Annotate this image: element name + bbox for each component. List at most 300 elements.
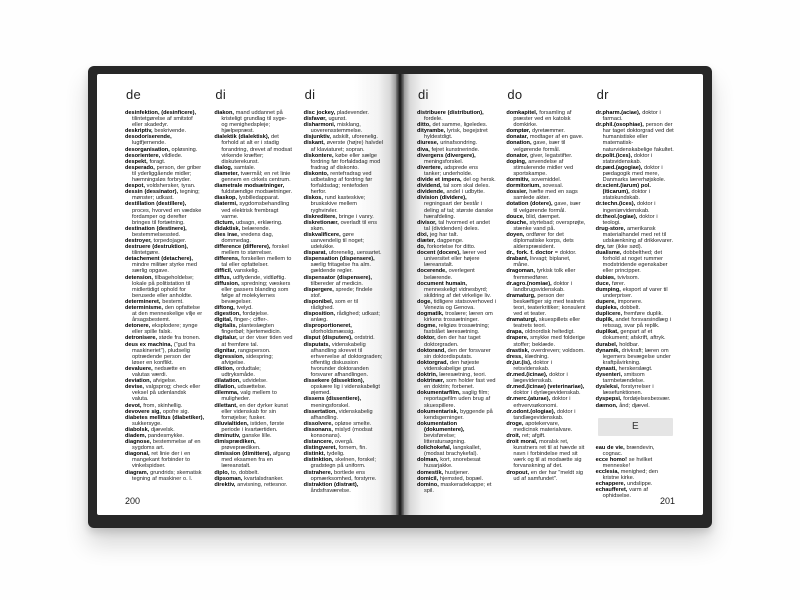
- entry-definition: planteslægten fingerbøl; hjertemedicin.: [221, 323, 282, 336]
- dictionary-entry: [596, 122, 675, 152]
- entry-headword: devot,: [125, 402, 142, 409]
- dictionary-entry: [596, 165, 675, 183]
- entry-headword: disjunktiv,: [303, 134, 331, 141]
- entry-headword: dr.agro.(nomiae),: [506, 280, 552, 287]
- column-section-header: do: [507, 87, 523, 102]
- entry-definition: mindre militær styrke med særlig opgave.: [132, 262, 197, 275]
- entry-headword: diva,: [417, 146, 430, 153]
- entry-definition: smykke med folderige stoffer; beklæde.: [513, 335, 585, 348]
- dictionary-entry: [506, 268, 585, 280]
- dictionary-entry: [214, 403, 293, 421]
- entry-headword: distribuere (distribution),: [417, 110, 484, 116]
- dictionary-entry: [506, 220, 585, 232]
- dictionary-entry: [125, 451, 204, 469]
- entry-definition: fornem, fin.: [338, 445, 367, 452]
- dictionary-entry: [596, 226, 675, 244]
- dictionary-entry: [125, 366, 204, 378]
- entry-definition: herskerslægt.: [618, 365, 653, 372]
- entry-definition: udvidelse.: [242, 378, 268, 385]
- entry-headword: dropout,: [506, 469, 530, 476]
- column-section-header: de: [126, 87, 142, 102]
- entry-definition: foragt.: [149, 158, 166, 165]
- entry-headword: destillation (destillere),: [125, 201, 187, 208]
- entry-headword: donator,: [506, 152, 529, 159]
- dictionary-entry: [596, 250, 675, 274]
- entry-definition: lyrisk, begejstret hyldestdigt.: [424, 128, 488, 141]
- entry-definition: vredens dag, dommedag.: [221, 231, 274, 244]
- dictionary-entry: [417, 299, 496, 311]
- entry-headword: digestion,: [214, 311, 241, 318]
- dictionary-entry: [214, 439, 293, 451]
- entry-headword: dixi,: [417, 231, 429, 238]
- entry-headword: disparat,: [303, 250, 327, 257]
- entry-headword: diadem,: [125, 432, 147, 439]
- entry-headword: diskant,: [303, 140, 325, 147]
- dictionary-entry: [506, 232, 585, 250]
- dictionary-entry: [417, 421, 496, 445]
- dictionary-entry: [506, 421, 585, 433]
- dictionary-book: [88, 66, 712, 528]
- dictionary-column: [506, 87, 586, 482]
- entry-headword: divergens (divergere),: [417, 152, 476, 159]
- entry-headword: dipsoman,: [214, 475, 243, 482]
- dictionary-entry: [417, 110, 496, 122]
- dictionary-entry: [596, 287, 675, 299]
- entry-definition: styrtebad; oversprøjte, stænke vand på.: [513, 219, 586, 232]
- entry-definition: person der beskæftiger sig med teatrets teori, teaterkritiker; konsulent ved et teater.: [513, 292, 586, 318]
- entry-definition: fejret kunstnerinde.: [431, 146, 480, 153]
- dictionary-entry: [506, 384, 585, 396]
- entry-definition: byggende på kendsgerninger.: [424, 408, 493, 421]
- dictionary-entry: [596, 153, 675, 165]
- dictionary-entry: [304, 470, 383, 482]
- entry-headword: dispensation (dispensere),: [303, 256, 375, 263]
- entry-definition: voldshersker, tyran.: [146, 183, 196, 190]
- dictionary-column: [417, 87, 496, 494]
- entry-definition: skelnen, forskel; gradstegn på uniform.: [310, 457, 376, 470]
- entry-definition: belærende.: [241, 225, 271, 232]
- entry-definition: nedsætte en valutas værdi.: [132, 365, 186, 379]
- entry-definition: livvagt; biplanet, måne.: [513, 256, 571, 269]
- entry-definition: holdbar.: [619, 341, 640, 348]
- entry-definition: sygdomsbehandling ved elektrisk frembragt varme.: [221, 201, 290, 220]
- entry-definition: valg mellem to muligheder.: [221, 390, 277, 403]
- entry-headword: destroyer,: [125, 237, 152, 244]
- entry-headword: diameter,: [214, 170, 239, 177]
- entry-headword: douche,: [506, 219, 528, 226]
- dictionary-entry: [506, 189, 585, 201]
- dictionary-entry: [125, 275, 204, 299]
- entry-headword: digitalur,: [214, 335, 238, 342]
- entry-definition: oldnordisk heltedigt.: [524, 329, 575, 336]
- entry-headword: drapa,: [506, 329, 524, 336]
- entry-headword: disposition,: [303, 311, 336, 318]
- entry-headword: douce,: [506, 213, 525, 220]
- entry-definition: dobbelthed; det forhold at noget rummer modstridende egenskaber eller principper.: [602, 250, 668, 275]
- entry-headword: distinkt,: [303, 451, 326, 458]
- entry-definition: hæfte med en sags samlede akter.: [513, 189, 578, 202]
- entry-definition: vildlede.: [161, 152, 183, 159]
- entry-headword: distraktion (distræt),: [303, 481, 359, 488]
- entry-definition: modtager af en gave.: [529, 134, 584, 141]
- entry-headword: drastisk,: [506, 347, 530, 354]
- entry-definition: meningsforskel.: [424, 158, 464, 165]
- dictionary-entry: [214, 232, 293, 244]
- page-number-right: 201: [659, 496, 675, 506]
- entry-headword: difficil,: [214, 268, 233, 275]
- entry-headword: differens,: [214, 256, 240, 263]
- entry-headword: diabetes mellitus (diabetiker),: [125, 414, 205, 421]
- entry-definition: tvivlsom.: [617, 274, 640, 281]
- entry-headword: detension,: [125, 274, 153, 281]
- entry-definition: ånd; djævel.: [619, 402, 650, 409]
- dictionary-entry: [417, 457, 496, 469]
- entry-definition: det samme, ligeledes.: [432, 122, 488, 129]
- entry-definition: finger-; ciffer-.: [234, 317, 269, 324]
- entry-headword: dissens (dissentiere),: [303, 396, 362, 403]
- dictionary-entry: [417, 311, 496, 323]
- entry-headword: domptør,: [506, 128, 531, 135]
- dictionary-entry: [214, 171, 293, 183]
- entry-headword: duce,: [595, 280, 611, 287]
- entry-definition: tilbageholdelse; lokale på politistation til midlertidigt ophold for berusede eller anholdte.: [132, 274, 194, 299]
- entry-headword: dynamik,: [595, 347, 620, 354]
- entry-definition: grundrids; skematisk tegning af maskiner o. l.: [132, 469, 202, 482]
- entry-headword: dokumentarisk,: [417, 408, 459, 415]
- entry-headword: diskonto,: [303, 170, 329, 177]
- entry-definition: to, dobbelt.: [231, 469, 259, 476]
- entry-headword: dolman,: [417, 457, 439, 464]
- entry-headword: disharmoni,: [303, 122, 336, 129]
- entry-headword: dragoman,: [506, 268, 535, 275]
- entry-definition: person der har taget doktorgrad ved det humanistiske eller matematisk-naturvidenskabelige fakultet.: [602, 122, 674, 153]
- entry-headword: dossier,: [506, 189, 528, 196]
- entry-definition: = doktor.: [554, 250, 577, 257]
- entry-definition: fremføre duplik.: [623, 311, 663, 318]
- entry-definition: fører.: [612, 280, 626, 287]
- entry-headword: dogme,: [417, 323, 437, 330]
- entry-headword: dramaturg,: [506, 292, 536, 299]
- entry-definition: rund kasteskive; bruskskive mellem ryghvirvler.: [310, 195, 366, 214]
- dictionary-entry: [304, 323, 383, 335]
- entry-definition: doktor i tandlægevidenskab.: [513, 408, 576, 421]
- dictionary-entry: [214, 354, 293, 366]
- entry-definition: bestemt.: [162, 298, 184, 305]
- entry-definition: gave, især til velgørende formål.: [513, 201, 581, 214]
- entry-headword: dæmon,: [595, 402, 618, 409]
- entry-definition: menighed; den kristne kirke.: [602, 468, 658, 482]
- entry-headword: doyen,: [506, 231, 525, 238]
- entry-headword: determineret,: [125, 298, 161, 305]
- dictionary-entry: [304, 256, 383, 274]
- entry-definition: mislyd (modsat konsonans).: [310, 426, 373, 439]
- entry-definition: valgsprog; check eller veksel på udenlandsk valuta.: [132, 384, 201, 403]
- entry-definition: det forhold at alt er i stadig forandring, drevet af modsat virkende kræfter; diskuterekunst.: [221, 134, 292, 165]
- dictionary-entry: [125, 470, 204, 482]
- entry-definition: imponere.: [617, 298, 643, 305]
- dictionary-entry: [125, 415, 204, 427]
- entry-definition: anvisning, rettesnor.: [237, 481, 288, 488]
- entry-headword: diftong,: [214, 305, 235, 311]
- entry-headword: duplik,: [595, 317, 614, 324]
- entry-definition: langskallet, (modsat brachykefal).: [424, 445, 481, 458]
- entry-definition: urinafsondring.: [440, 140, 478, 147]
- dictionary-entry: [506, 140, 585, 152]
- entry-definition: andel i udbytte.: [446, 189, 485, 196]
- entry-headword: dissonans,: [303, 426, 333, 433]
- entry-definition: en der har "meldt sig ud af samfundet".: [513, 469, 584, 482]
- entry-headword: ditto,: [417, 122, 431, 129]
- entry-headword: dr.techn.(ices),: [595, 201, 636, 208]
- entry-headword: distrahere,: [303, 469, 333, 476]
- entry-headword: dilettant,: [214, 402, 238, 409]
- entry-definition: ur der viser tiden ved at fremføre tal.: [221, 335, 293, 348]
- dictionary-entry: [417, 348, 496, 360]
- entry-headword: dr.scient.(iarum) pol.(iticarum),: [595, 183, 651, 196]
- entry-headword: domicil,: [417, 475, 439, 482]
- entry-definition: anvendelse af stimulerende midler ved sportskampe.: [513, 158, 574, 177]
- entry-definition: overladt til ens skøn.: [310, 219, 378, 232]
- dictionary-entry: [304, 171, 383, 195]
- dictionary-entry: [596, 445, 675, 457]
- entry-definition: doktor i ingeniørvidenskab.: [602, 201, 656, 214]
- entry-headword: diskreditere,: [303, 213, 337, 220]
- entry-headword: dialog,: [214, 164, 233, 171]
- entry-headword: devaluere,: [125, 365, 153, 372]
- entry-headword: dignitar,: [214, 347, 237, 354]
- dictionary-entry: [596, 214, 675, 226]
- entry-definition: doktor i statsvidenskab.: [602, 152, 653, 165]
- dictionary-entry: [125, 439, 204, 451]
- entry-definition: dagpenge.: [437, 237, 464, 244]
- entry-definition: forskellen mellem to tal eller opfattelser.: [221, 256, 292, 269]
- entry-definition: ugunst.: [328, 116, 347, 123]
- entry-headword: disputats,: [303, 341, 331, 348]
- dictionary-entry: [125, 201, 204, 225]
- dictionary-entry: [125, 244, 204, 256]
- entry-headword: difference (differere),: [214, 244, 271, 251]
- entry-headword: duplikat,: [595, 329, 619, 336]
- entry-headword: doktrinær,: [417, 378, 445, 385]
- dictionary-entry: [125, 226, 204, 238]
- entry-definition: udflydende, vidtløftig.: [232, 274, 286, 281]
- entry-headword: diktion,: [214, 365, 235, 372]
- entry-definition: genpart af et dokument; afskrift, aftryk.: [602, 329, 666, 342]
- entry-definition: særlig fritagelse fra alm. gældende regler.: [310, 262, 371, 275]
- dictionary-entry: [596, 348, 675, 366]
- entry-headword: diffus,: [214, 274, 232, 281]
- entry-headword: dormitorium,: [506, 183, 541, 190]
- entry-headword: do,: [417, 244, 426, 251]
- entry-headword: dolichokefal,: [417, 445, 452, 452]
- entry-headword: didaktisk,: [214, 225, 241, 232]
- dictionary-entry: [596, 469, 675, 481]
- dictionary-entry: [417, 323, 496, 335]
- entry-definition: doktor i landbrugsvidenskab.: [513, 280, 573, 293]
- entry-definition: mand uddannet på kristeligt grundlag til syge- og menighedspleje; hjælpepræst.: [221, 110, 287, 135]
- dictionary-entry: [304, 220, 383, 232]
- entry-headword: desorientere,: [125, 152, 161, 159]
- dictionary-entry: [214, 256, 293, 268]
- entry-headword: determinisme,: [125, 305, 163, 311]
- entry-headword: deviation,: [125, 378, 152, 385]
- entry-definition: saglig film; reportagefilm uden brug af skuespillere.: [424, 390, 491, 409]
- entry-headword: doktorand,: [417, 347, 446, 354]
- entry-headword: detonere,: [125, 323, 151, 330]
- dictionary-entry: [214, 183, 293, 195]
- entry-definition: gave, især til velgørende formål.: [513, 140, 566, 153]
- entry-definition: adskilt, uforenelig.: [332, 134, 378, 141]
- entry-headword: eau de vie,: [595, 444, 625, 451]
- dictionary-entry: [304, 342, 383, 379]
- entry-headword: dupere,: [595, 298, 616, 305]
- page-number-left: 200: [125, 496, 141, 506]
- entry-headword: dress,: [506, 353, 523, 360]
- entry-definition: klædning.: [524, 353, 549, 360]
- right-page: [404, 74, 703, 515]
- entry-definition: overdreven; voldsom.: [531, 347, 585, 354]
- entry-headword: diagonal,: [125, 451, 150, 458]
- entry-headword: dr., fork. f. doctor: [506, 250, 553, 257]
- entry-headword: dysleksi,: [595, 384, 620, 391]
- dictionary-entry: [214, 244, 293, 256]
- entry-headword: dr.theol.(ogiae),: [595, 213, 638, 220]
- entry-headword: dr.phil.(osophiae),: [595, 122, 644, 129]
- entry-definition: rentefradrag ved udbetaling af fordring før forfaldsdag; rentefoden herfor.: [310, 170, 373, 196]
- entry-definition: giver, legatstifter.: [530, 152, 573, 159]
- entry-definition: udsættelse.: [237, 384, 267, 391]
- entry-headword: dictum,: [214, 219, 235, 226]
- entry-headword: disproportioneret,: [303, 323, 352, 330]
- entry-headword: dispensator (dispensere),: [303, 274, 372, 281]
- dictionary-entry: [596, 183, 675, 201]
- entry-headword: dispergere,: [303, 286, 334, 293]
- entry-headword: diskontere,: [303, 152, 334, 159]
- entry-definition: sprede; findele stof.: [310, 286, 373, 299]
- dictionary-entry: [596, 457, 675, 469]
- entry-definition: sovemiddel.: [531, 177, 562, 184]
- entry-definition: sovesal.: [542, 183, 564, 190]
- dictionary-entry: [506, 159, 585, 177]
- entry-headword: docerende,: [417, 268, 447, 275]
- entry-definition: doktor i teologi.: [602, 213, 658, 226]
- column-section-header: dr: [596, 87, 609, 102]
- entry-definition: ret linie der i en mangekant forbinder to vinkelspidser.: [132, 451, 191, 470]
- entry-definition: sukkersyge.: [132, 420, 162, 427]
- entry-headword: diametrale modsætninger,: [214, 183, 285, 190]
- entry-headword: dr.pharm.(aciae),: [595, 110, 641, 116]
- book-spine: [396, 74, 404, 515]
- entry-definition: fordele.: [424, 116, 443, 123]
- entry-headword: dr.med.(icinae),: [506, 372, 548, 379]
- entry-definition: proces, hvorved en vædske fordamper og derefter bringes til fortætning.: [132, 207, 202, 226]
- entry-definition: lysbilledapparat.: [238, 195, 280, 202]
- dictionary-entry: [125, 323, 204, 335]
- dictionary-entry: [596, 329, 675, 341]
- dictionary-entry: [596, 403, 675, 409]
- entry-definition: gøre uanvendelig til noget; udelukke.: [310, 231, 364, 251]
- entry-headword: drug-store,: [595, 225, 626, 232]
- entry-definition: forkortelse for ditto.: [427, 244, 476, 251]
- entry-definition: eksplodere; synge eller spille falsk.: [132, 323, 198, 336]
- entry-headword: direktiv,: [214, 481, 236, 488]
- dictionary-entry: [214, 482, 293, 488]
- entry-definition: drivkraft; læren om legemers bevægelse under kraftpåvirkning.: [602, 347, 671, 366]
- entry-headword: dityrambe,: [417, 128, 446, 135]
- dictionary-entry: [214, 201, 293, 219]
- entry-headword: dry,: [595, 244, 606, 251]
- entry-definition: meningsforskel.: [310, 402, 350, 409]
- dictionary-entry: [214, 366, 293, 378]
- dictionary-entry: [417, 445, 496, 457]
- dictionary-entry: [304, 122, 383, 134]
- dictionary-entry: [304, 378, 383, 396]
- entry-definition: prøveprædiken.: [221, 445, 261, 452]
- entry-definition: doktor i retsvidenskab.: [513, 359, 552, 372]
- entry-headword: dessin (dessinator),: [125, 189, 179, 196]
- entry-definition: doktor i erhvervsøkonomi.: [513, 396, 571, 409]
- right-page-columns: [404, 74, 703, 515]
- entry-headword: diabolsk,: [125, 426, 150, 433]
- entry-definition: videnskabelig afhandling.: [310, 408, 373, 421]
- entry-definition: tal hvormed et andet tal (dividenden) deles.: [424, 219, 490, 232]
- entry-definition: ganske lille.: [242, 432, 272, 439]
- entry-definition: læresætning, teori.: [439, 372, 487, 379]
- entry-headword: dotation (dotere),: [506, 201, 553, 208]
- entry-definition: tilintetgøre.: [132, 250, 160, 257]
- entry-definition: dyretæmmer.: [532, 128, 565, 135]
- entry-headword: diurese,: [417, 140, 439, 147]
- dictionary-entry: [417, 281, 496, 299]
- entry-headword: diffusion,: [214, 280, 240, 287]
- entry-definition: uforenelig, uensartet.: [328, 250, 382, 257]
- dictionary-entry: [214, 281, 293, 305]
- entry-definition: undslippe.: [626, 481, 653, 488]
- entry-definition: åndsfraværelse.: [310, 487, 351, 494]
- entry-headword: document humain,: [417, 280, 467, 287]
- entry-definition: hustjener.: [444, 469, 470, 476]
- entry-headword: ecce homo!: [595, 456, 627, 463]
- dictionary-entry: [214, 421, 293, 433]
- entry-headword: deskriptiv,: [125, 128, 153, 135]
- entry-definition: samtale.: [234, 164, 256, 171]
- dictionary-entry: [304, 396, 383, 408]
- entry-headword: desorganisation,: [125, 146, 170, 153]
- entry-definition: beskrivende.: [154, 128, 187, 135]
- entry-definition: bringe i vanry.: [338, 213, 374, 220]
- entry-headword: diskos,: [303, 195, 323, 202]
- dictionary-entry: [417, 482, 496, 494]
- entry-headword: dilation,: [214, 384, 236, 391]
- entry-definition: som er til rådighed.: [310, 298, 359, 311]
- entry-headword: dyspepsi,: [595, 396, 622, 403]
- entry-headword: desodoriserende,: [125, 134, 172, 141]
- dictionary-entry: [506, 281, 585, 293]
- dictionary-entry: [214, 451, 293, 469]
- entry-headword: diluvialtiden,: [214, 420, 249, 427]
- entry-headword: domino,: [417, 481, 439, 488]
- entry-definition: skuespillets eller teatrets teori.: [513, 317, 581, 330]
- entry-definition: fordøjelsesbesvær.: [623, 396, 671, 403]
- entry-definition: forstyrrelser i læsefunktionen.: [602, 384, 654, 397]
- entry-definition: regningsart der består i deling af tal; største danske hærafdeling.: [424, 201, 494, 220]
- entry-headword: echappere,: [595, 481, 626, 488]
- entry-headword: digitalis,: [214, 323, 238, 330]
- left-page-columns: [97, 74, 396, 515]
- entry-headword: diaskop,: [214, 195, 238, 202]
- dictionary-entry: [214, 390, 293, 402]
- dictionary-entry: [417, 378, 496, 390]
